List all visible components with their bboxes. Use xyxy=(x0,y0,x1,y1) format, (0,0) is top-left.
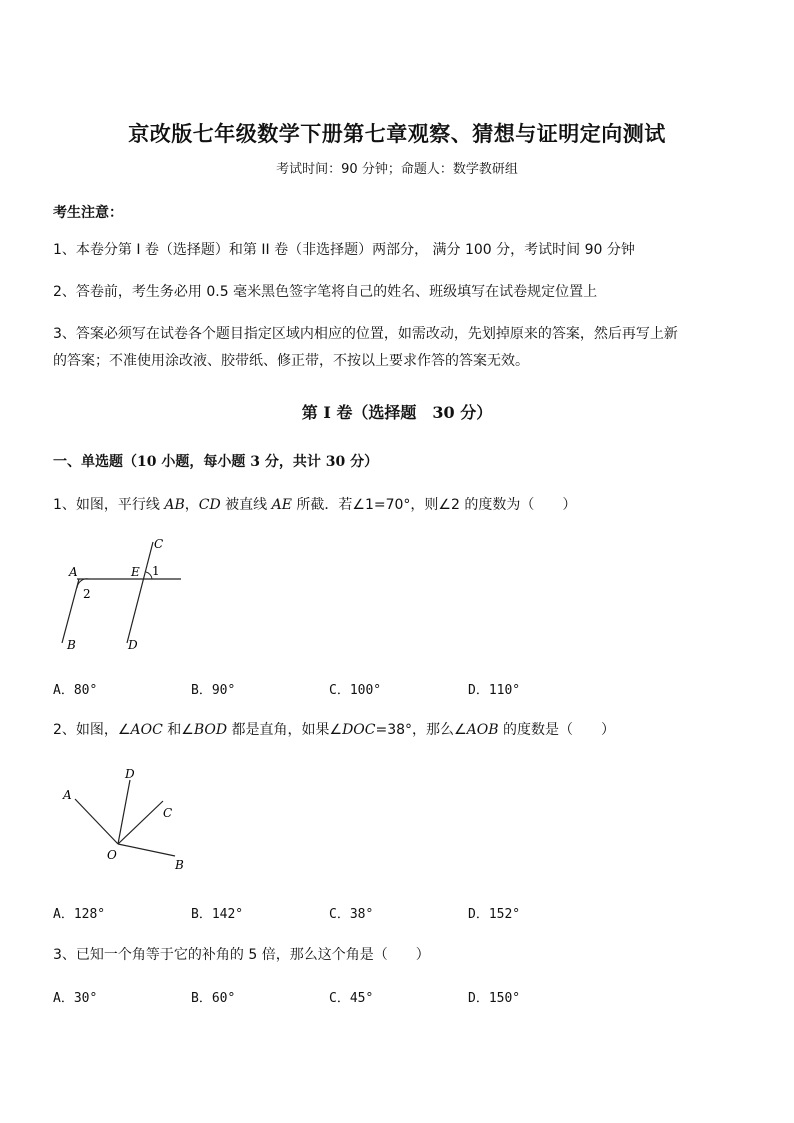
notice-item-2: 2、答卷前，考生务必用 0.5 毫米黑色签字笔将自己的姓名、班级填写在试卷规定位置上 xyxy=(53,284,598,300)
part-heading: 一、单选题（10 小题，每小题 3 分，共计 30 分） xyxy=(53,454,379,470)
question-text: 都是直角，如果∠ xyxy=(227,722,343,738)
question-text: ， xyxy=(184,497,199,513)
question-2-stem xyxy=(53,719,753,739)
point-label-d: D xyxy=(125,767,135,781)
option-c[interactable]: C．45° xyxy=(329,991,374,1006)
question-number: 1、 xyxy=(53,497,76,513)
question-text: 的度数是（ ） xyxy=(498,722,615,738)
angle-label-2: 2 xyxy=(83,587,91,601)
section-title: 第 I 卷（选择题 30 分） xyxy=(301,403,493,422)
option-a[interactable]: A．80° xyxy=(53,683,98,698)
option-b[interactable]: B．60° xyxy=(191,991,236,1006)
option-d[interactable]: D．110° xyxy=(468,683,521,698)
notice-item-1: 1、本卷分第 I 卷（选择题）和第 II 卷（非选择题）两部分， 满分 100 分，考试时间 90 分钟 xyxy=(53,242,635,258)
question-1-figure xyxy=(55,535,195,655)
notice-item-3-continued: 的答案；不准使用涂改液、胶带纸、修正带，不按以上要求作答的答案无效。 xyxy=(53,353,529,369)
option-c[interactable]: C．38° xyxy=(329,907,374,922)
question-text: 如图，平行线 xyxy=(75,497,165,513)
point-label-a: A xyxy=(69,565,78,579)
question-text: =38°，那么∠ xyxy=(375,722,467,738)
option-d[interactable]: D．152° xyxy=(468,907,521,922)
option-b[interactable]: B．90° xyxy=(191,683,236,698)
angle-label-1: 1 xyxy=(152,564,160,578)
angle-name: BOD xyxy=(193,722,228,738)
question-number: 2、 xyxy=(53,722,76,738)
angle-name: AOC xyxy=(130,722,163,738)
option-c[interactable]: C．100° xyxy=(329,683,382,698)
question-text: 被直线 xyxy=(220,497,272,513)
question-3-stem xyxy=(53,944,753,964)
exam-subtitle: 考试时间：90 分钟；命题人：数学教研组 xyxy=(276,162,518,177)
point-label-a: A xyxy=(63,788,72,802)
angle-name: DOC xyxy=(342,722,376,738)
option-d[interactable]: D．150° xyxy=(468,991,521,1006)
point-label-o: O xyxy=(107,848,117,862)
question-2-figure xyxy=(55,763,205,878)
question-text: 所截．若∠1=70°，则∠2 的度数为（ ） xyxy=(291,497,577,513)
segment-label: AE xyxy=(271,497,292,513)
option-a[interactable]: A．128° xyxy=(53,907,106,922)
point-label-c: C xyxy=(163,806,173,820)
question-number: 3、 xyxy=(53,947,76,963)
notice-heading: 考生注意： xyxy=(53,205,123,221)
point-label-c: C xyxy=(154,537,164,551)
exam-title: 京改版七年级数学下册第七章观察、猜想与证明定向测试 xyxy=(128,121,666,146)
segment-label: CD xyxy=(198,497,221,513)
option-a[interactable]: A．30° xyxy=(53,991,98,1006)
question-text: 如图，∠ xyxy=(75,722,131,738)
point-label-e: E xyxy=(131,565,140,579)
question-text: 已知一个角等于它的补角的 5 倍，那么这个角是（ ） xyxy=(75,947,430,963)
question-1-stem xyxy=(53,494,753,514)
point-label-d: D xyxy=(128,638,138,652)
point-label-b: B xyxy=(67,638,76,652)
question-text: 和∠ xyxy=(162,722,194,738)
point-label-b: B xyxy=(175,858,184,872)
angle-name: AOB xyxy=(466,722,499,738)
segment-label: AB xyxy=(164,497,185,513)
option-b[interactable]: B．142° xyxy=(191,907,244,922)
notice-item-3: 3、答案必须写在试卷各个题目指定区域内相应的位置，如需改动，先划掉原来的答案，然后再写上新 xyxy=(53,326,678,342)
